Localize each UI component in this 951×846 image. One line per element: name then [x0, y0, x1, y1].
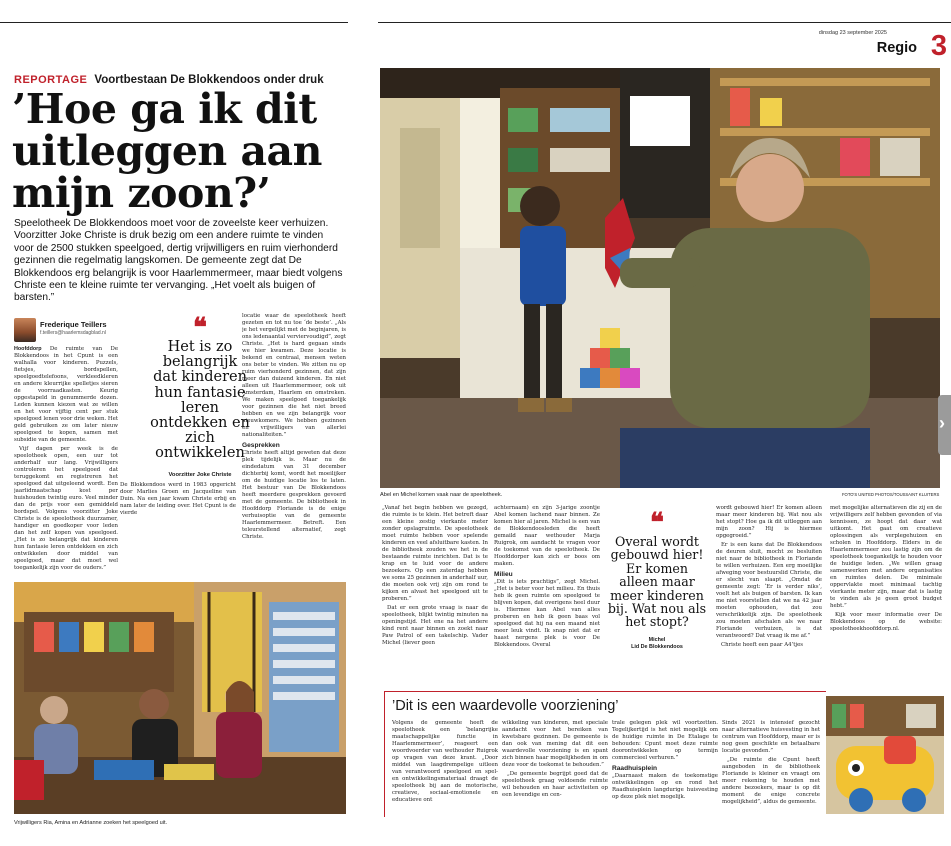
subheading: Gesprekken	[242, 442, 280, 449]
article-column-1	[382, 505, 488, 675]
volunteers-photo	[14, 582, 346, 814]
column-paragraph: wikkeling van kinderen, met speciale aandacht voor het bereiken van kwetsbare gezinnen. De gemeente is dan ook van mening dat dit een waardevolle voorziening is en spant zich binnen haar mogelijkheden in om deze voor de toekomst te behouden.”	[502, 720, 608, 768]
kicker-subtitle: Voortbestaan De Blokkendoos onder druk	[94, 74, 324, 86]
article-column-3	[242, 313, 346, 575]
column-paragraph: achternaam) en zijn 3-jarige zoontje Abel komen lachend naar binnen. Ze komen hier al jaren. Michel is een van de Blokkendoosleden die heeft gemaild naar wethouder Marja Ruigrok, om aandacht te vragen voor de toekomst van de speelotheek. De Hoofddorper kan zich er boos om maken.	[494, 505, 600, 567]
sidebar-box-column-3	[612, 720, 718, 820]
column-paragraph: Christe heeft altijd geweten dat deze plek tijdelijk is. Maar nu de eindedatum van 31 december dichterbij komt, wordt het moeilijker om de huidige locatie los te laten. Het bestuur van De Blokkendoos heeft meerdere gesprekken gevoerd met de gemeente. De bibliotheek in Hoofddorp Floriande is de enige verhuisoptie van de gemeente Haarlemmermeer. Betreft. Een teleurstellend alternatief, zegt Christe.	[242, 450, 346, 540]
photo-credit: FOTO'S UNITED PHOTOS/TOUSSAINT KLUITERS	[842, 492, 940, 497]
next-page-tab[interactable]	[938, 395, 951, 455]
column-paragraph: Volgens de gemeente heeft de speelotheek een ‘belangrijke maatschappelijke functie in Haarlemmermeer’, reageert een woordvoerder van wethouder Ruigrok op vragen van deze krant. „Door middel van laagdrempelige uitleen van verantwoord speelgoed en spel- en ontwikkelingsmateriaal draagt de speelotheek bij aan de motorische, creatieve, sociaal-emotionele en educatieve ont	[392, 720, 498, 803]
quote-mark-icon: ❝	[193, 313, 207, 343]
column-paragraph: met mogelijke alternatieven die zij en de vrijwilligers zelf hebben gevonden of via kennissen, ze hoopt dat daar wat uitkomt. Het gaat om creatieve oplossingen als verplegehuizen en scholen in Hoofddorp. Elders in de Haarlemmermeer zou lastig zijn om de speelotheek toegankelijk te houden voor de huidige leden. „We willen graag samenwerken met andere organisaties en ruimtes delen. De minimale oppervlakte moet minimaal tachtig vierkante meter zijn, maar dat is lastig te vinden als je geen groot budget hebt.”	[830, 505, 942, 609]
author-name: Frederique Teillers	[40, 320, 107, 329]
quote-mark-icon: ❝	[650, 508, 664, 538]
pull-quote-source	[606, 637, 708, 651]
column-paragraph: wordt gebouwd hier! Er komen alleen maar meer kinderen bij. Wat nou als het stopt? Hoe ga ik dit uitleggen aan mijn zoon? Hij is hiermee opgegroeid.”	[716, 505, 822, 539]
article-intro: Speelotheek De Blokkendoos moet voor de zoveelste keer verhuizen. Voorzitter Joke Christe is druk bezig om een andere ruimte te vinden voor de 2500 stukken speelgoed, dertig vrijwilligers en ruim vierhonderd gezinnen die regelmatig langskomen. De gemeente zegt dat De Blokkendoos erg belangrijk is voor Haarlemmermeer, maar biedt volgens Christe een te kleine ruimte ter vervanging. „Het voelt als buigen of barsten.”	[14, 218, 343, 304]
top-rule	[0, 22, 348, 23]
sidebar-box-title: ’Dit is een waardevolle voorziening’	[392, 698, 619, 714]
pull-quote	[606, 508, 708, 651]
column-paragraph: locatie waar de speelotheek heeft gezeten en tot nu toe ‘de beste’. „Als je het vergelijkt met de beginjaren, is ons ledenaantal verviervoudigd”, zegt Christe. „Het is hard gegaan sinds we hier kwamen. Deze locatie is bekend en centraal, mensen weten ons beter te vinden. We zitten nu op ruim vierhonderd gezinnen, dat zijn meer dan duizend kinderen. En niet alleen uit Haarlemmermeer, ook uit Amsterdam, Haarlem en omstreken. We maken speelgoed toegankelijk voor gezinnen die het niet breed hebben en we zijn belangrijk voor nieuwkomers. We hebben gezinnen en vrijwilligers van allerlei nationaliteiten.”	[242, 313, 346, 438]
page-number: 3	[930, 30, 947, 62]
article-headline: ’Hoe ga ik dit uitleggen aan mijn zoon?’	[12, 85, 322, 217]
pull-quote-text: Het is zo belangrijk dat kinderen hun fantasie leren ontdekken en zich ontwikkelen	[150, 339, 250, 462]
byline	[14, 318, 154, 342]
dateline: Hoofddorp	[14, 346, 42, 352]
photo-caption: Abel en Michel komen vaak naar de speelotheek.	[380, 492, 503, 498]
issue-date: dinsdag 23 september 2025	[818, 30, 887, 36]
pull-quote-source: Voorzitter Joke Christe	[168, 471, 232, 478]
main-photo	[380, 68, 940, 488]
column-paragraph: „Vanaf het begin hebben we gezegd, die ruimte is te klein. Het betreft daar een kleine zestig vierkante meter zonder opslagruimte. De speelotheek moet ruimte hebben voor spelende kinderen en veel afsluitbare kasten. In de bibliotheek zouden we het in de bestaande ruimte inrichten. Dat is te krap en te luid voor de andere bezoekers. Op een zaterdag hebben we soms 25 gezinnen in anderhalf uur, die moeten ook vrij zijn om rond te kijken en alvast het speelgoed uit te proberen.”	[382, 505, 488, 602]
toy-car-photo	[826, 696, 944, 814]
column-paragraph: Sinds 2021 is intensief gezocht naar alternatieve huisvesting in het centrum van Hoofddorp, maar er is nog geen geschikte en betaalbare locatie gevonden.”	[722, 720, 820, 754]
article-column-2	[120, 482, 236, 574]
newspaper-page-left	[0, 8, 348, 840]
chevron-right-icon: ›	[939, 413, 945, 433]
pull-quote	[150, 313, 250, 478]
column-paragraph: Christe heeft een paar A4’tjes	[721, 642, 804, 648]
volunteers-photo-illustration	[14, 582, 346, 814]
page-gutter	[348, 0, 378, 846]
article-column-3	[716, 505, 822, 675]
pull-quote-source-name: Michel	[648, 636, 666, 643]
column-paragraph: „De gemeente begrijpt goed dat de speelotheek graag voldoende ruimte wil behouden en haar activiteiten op een levendige en cen-	[502, 771, 608, 798]
article-column-4	[830, 505, 942, 675]
sidebar-box-column-2	[502, 720, 608, 820]
column-paragraph: trale gelegen plek wil voortzetten. Tegelijkertijd is het niet mogelijk om de huidige ruimte in De Etalage te behouden: Cpunt moet deze ruimte doorontwikkelen op termijn commercieel verhuren.”	[612, 720, 718, 761]
subheading: Milieu	[494, 571, 513, 578]
author-email: f.teillers@haarlemsdagblad.nl	[40, 330, 106, 336]
column-paragraph: De Blokkendoos werd in 1983 opgericht door Marlies Groen en Jacqueline van Duin. Na een jaar kwam Christe erbij en nam later de leiding over. Het Cpunt is de vierde	[120, 482, 236, 516]
column-paragraph: Dat er een grote vraag is naar de speelotheek, blijkt twintig minuten na openingstijd. Het ene na het andere kind rent naar binnen en zoekt naar Paw Patrol of een takelschip. Vader Michel (liever geen	[382, 605, 488, 646]
pull-quote-text: Overal wordt gebouwd hier! Er komen alleen maar meer kinderen bij. Wat nou als het stopt?	[607, 534, 707, 630]
newspaper-page-right	[378, 8, 951, 840]
subheading: Raadhuisplein	[612, 765, 658, 772]
article-column-2	[494, 505, 600, 675]
main-photo-illustration	[380, 68, 940, 488]
section-name: Regio	[876, 40, 917, 56]
column-paragraph: Er is een kans dat De Blokkendoos de deuren sluit, mocht ze besluiten niet naar de bibliotheek in Floriande te willen verhuizen. Een erg moeilijke afweging voor bestuurslid Christe, die er slecht van slaapt. „Omdat de gemeente zegt: ‘Er is verder niks’, voelt het als buigen of barsten. Ik kan me niet voorstellen dat we na 42 jaar moeten ophouden, dat zou verschrikkelijk zijn. De speelotheek zou moeten afschalen als we naar Floriande verhuizen, is dat verantwoord? Dat vraag ik me af.”	[716, 542, 822, 639]
toy-car-photo-illustration	[826, 696, 944, 814]
column-paragraph: De ruimte van De Blokkendoos in het Cpunt is een walhalla voor kinderen. Puzzels, fietsjes, bordspellen, speelgoedtelefoons, verkleedkleren en andere kleurrijke spelletjes sieren de voorraadkasten. Keurig opgestapeld in genummerde dozen. Leden kunnen kiezen wat ze willen en het voor vijftig cent per stuk speelgoed lenen voor drie weken. Het geld gebruiken ze om later nieuw speelgoed te kopen, samen met subsidie van de gemeente.	[14, 346, 118, 443]
article-column-1	[14, 346, 118, 572]
sidebar-box-column-1	[392, 720, 498, 820]
column-paragraph: „Daarnaast maken de toekomstige ontwikkelingen op en rond het Raadhuisplein langdurige huisvesting op deze plek niet mogelijk.	[612, 773, 718, 800]
author-photo	[14, 318, 36, 342]
sidebar-box-column-4	[722, 720, 820, 820]
top-rule	[378, 22, 951, 23]
kicker-tag: REPORTAGE	[14, 74, 88, 86]
pull-quote-source-role: Lid De Blokkendoos	[631, 643, 683, 650]
column-paragraph: „Dit is iets prachtigs”, zegt Michel. „Het is beter voor het milieu. En thuis heb ik geen ruimte om speelgoed te blijven kopen, dat overigens heel duur is. Hiermee kan Abel van alles proberen en heb ik geen baas vol speelgoed dat hij na een maand niet meer leuk vindt. Ik snap niet dat er haast nergens plek is voor De Blokkendoos. Overal	[494, 579, 600, 648]
column-paragraph: „De ruimte die Cpunt heeft aangeboden in de bibliotheek Floriande is kleiner en vraagt om meer rekening te houden met andere bezoekers, maar is op dit moment de enige concrete mogelijkheid”, aldus de gemeente.	[722, 757, 820, 805]
photo-caption: Vrijwilligers Ria, Amina en Adrianne zoeken het speelgoed uit.	[14, 820, 168, 826]
column-paragraph: Vijf dagen per week is de speelotheek open, een uur tot anderhalf uur lang. Vrijwilligers controleren het speelgoed dat teruggekomt en registreren het speelgoed dat uitgeleend wordt. Een jaarlidmaatschap kost per huishouden twintig euro. Veel minder dan de prijs voor een gemiddeld bordspel. Volgens voorzitter Joke Christe is de speelotheek duurzamer, handiger en goedkoper voor leden dan het zelf kopen van speelgoed. „Het is zo belangrijk dat kinderen hun fantasie leren ontdekken en zich ontwikkelen door middel van speelgoed, maar dat moet wel toegankelijk zijn voor de ouders.”	[14, 446, 118, 571]
column-paragraph: Kijk voor meer informatie over De Blokkendoos op de website: speelotheekhoofddorp.nl.	[830, 612, 942, 632]
